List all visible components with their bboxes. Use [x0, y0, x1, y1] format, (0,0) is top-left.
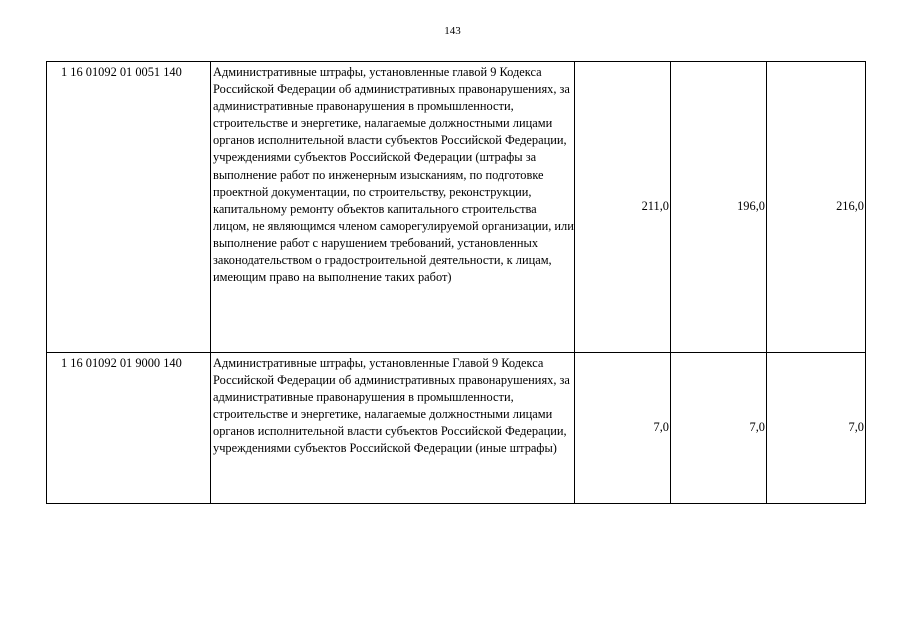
value-cell-year-2: 196,0 — [671, 62, 767, 353]
table-row — [47, 62, 866, 353]
value-cell-year-2: 7,0 — [671, 353, 767, 504]
budget-code-cell: 1 16 01092 01 0051 140 — [47, 62, 211, 353]
page-number: 143 — [444, 25, 461, 37]
description-cell: Административные штрафы, установленные Главой 9 Кодекса Российской Федерации об административных правонарушениях, за административные правонарушения в промышленности, строительстве и энергетике, налагаемые должностными лицами органов исполнительной власти субъектов Российской Федерации, учреждениями субъектов Российской Федерации (иные штрафы) — [211, 353, 575, 504]
revenue-table — [46, 61, 866, 504]
value-cell-year-3: 216,0 — [767, 62, 866, 353]
value-cell-year-1: 7,0 — [575, 353, 671, 504]
table-row — [47, 353, 866, 504]
description-cell: Административные штрафы, установленные главой 9 Кодекса Российской Федерации об административных правонарушениях, за административные правонарушения в промышленности, строительстве и энергетике, налагаемые должностными лицами органов исполнительной власти субъектов Российской Федерации, учреждениями субъектов Российской Федерации (штрафы за выполнение работ по инженерным изысканиям, по подготовке проектной документации, по строительству, реконструкции, капитальному ремонту объектов капитального строительства лицом, не являющимся членом саморегулируемой организации, или выполнение работ с нарушением требований, установленных законодательством о градостроительной деятельности, к лицам, имеющим право на выполнение таких работ) — [211, 62, 575, 353]
value-cell-year-3: 7,0 — [767, 353, 866, 504]
value-cell-year-1: 211,0 — [575, 62, 671, 353]
budget-code-cell: 1 16 01092 01 9000 140 — [47, 353, 211, 504]
